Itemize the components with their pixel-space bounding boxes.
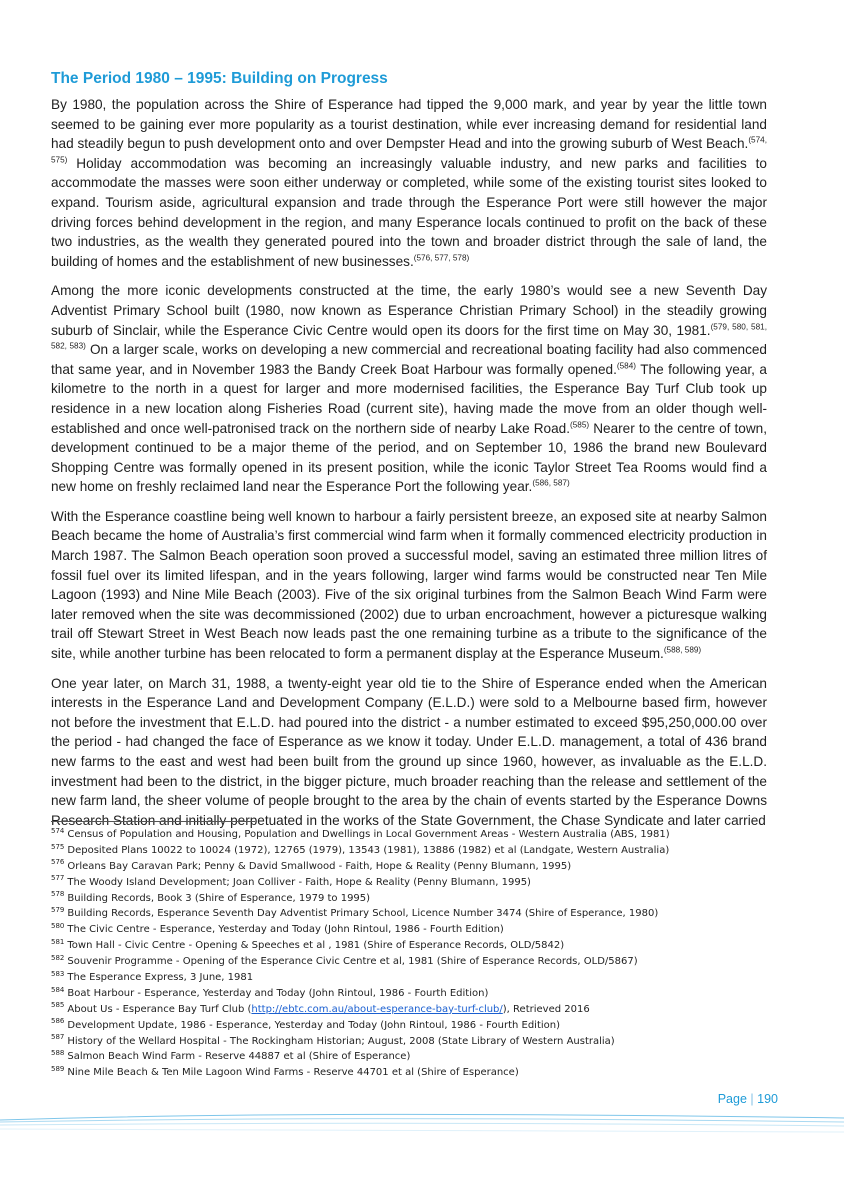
- footnote-reference: (586, 587): [532, 478, 570, 488]
- footnote-item: [51, 859, 771, 875]
- footnote-reference: (585): [570, 419, 590, 429]
- footnote-text: Town Hall - Civic Centre - Opening & Speeches et al , 1981 (Shire of Esperance Records, OLD/5842): [67, 940, 565, 952]
- footnote-item: [51, 875, 771, 891]
- footnote-reference: (574, 575): [51, 135, 767, 165]
- footnote-text: History of the Wellard Hospital - The Rockingham Historian; August, 2008 (State Library of Western Australia): [67, 1035, 615, 1047]
- footnote-number: 588: [51, 1049, 65, 1058]
- footnote-text: Development Update, 1986 - Esperance, Yesterday and Today (John Rintoul, 1986 - Fourth Edition): [67, 1019, 561, 1031]
- footnote-text: Orleans Bay Caravan Park; Penny & David Smallwood - Faith, Hope & Reality (Penny Blumann, 1995): [67, 860, 572, 872]
- footnote-text-suffix: ), Retrieved 2016: [502, 1003, 590, 1015]
- footnote-number: 583: [51, 970, 65, 978]
- footnote-item: [51, 906, 771, 922]
- footnote-number: 579: [51, 906, 65, 915]
- paragraph-text: The following year, a kilometre to the north in a quest for larger and more modernised facilities, the Esperance Bay Turf Club took up residence in a new location along Fisheries Road (current site), having made the move from an older though well-established and once well-patronised track on the northern side of nearby Lake Road.: [51, 361, 767, 436]
- footnote-number: 576: [51, 858, 65, 867]
- footnote-number: 581: [51, 938, 65, 946]
- footnote-number: 589: [51, 1065, 65, 1074]
- footnote-number: 584: [51, 985, 65, 994]
- footnote-number: 582: [51, 954, 65, 962]
- footnote-text: The Woody Island Development; Joan Colliver - Faith, Hope & Reality (Penny Blumann, 1995): [67, 876, 531, 888]
- footnote-list: [51, 827, 771, 1081]
- footnote-reference: (588, 589): [663, 645, 702, 655]
- footnote-text: Census of Population and Housing, Population and Dwellings in Local Government Areas - Western Australia (ABS, 1981): [67, 829, 670, 840]
- footnote-number: 585: [51, 1001, 65, 1010]
- footnote-item: [51, 1002, 771, 1018]
- paragraph-text: One year later, on March 31, 1988, a twenty-eight year old tie to the Shire of Esperance ended when the American interests in the Esperance Land and Development Company (E.L.D.) were sold to a Melbourne based firm, however not before the investment that E.L.D. had poured into the district - a number estimated to exceed $95,250,000.00 over the period - had changed the face of Esperance as we know it today. Under E.L.D. management, a total of 436 brand new farms to the east and west had been built from the ground up since 1960, however, as invaluable as the E.L.D. investment had been to the district, in the bigger picture, much broader reaching than the release and settlement of the new farm land, the sheer volume of people brought to the area by the chain of events started by the Esperance Downs Research Station and initially perpetuated in the works of the State Government, the Chase Syndicate and later carried: [51, 675, 767, 828]
- footnote-reference: (576, 577, 578): [413, 253, 470, 263]
- footnote-item: [51, 827, 771, 843]
- footnote-text: Boat Harbour - Esperance, Yesterday and Today (John Rintoul, 1986 - Fourth Edition): [67, 987, 489, 999]
- paragraph-text: Among the more iconic developments constructed at the time, the early 1980’s would see a new Seventh Day Adventist Primary School built (1980, now known as Esperance Christian Primary School) in the steadily growing suburb of Sinclair, while the Esperance Civic Centre would open its doors for the first time on May 30, 1981.: [51, 283, 767, 338]
- footnote-number: 574: [51, 827, 65, 835]
- footnote-reference: (584): [616, 361, 636, 371]
- footnote-text: Building Records, Esperance Seventh Day Adventist Primary School, Licence Number 3474 (Shire of Esperance, 1980): [67, 908, 659, 920]
- footnote-item: [51, 891, 771, 907]
- footnote-text: Souvenir Programme - Opening of the Esperance Civic Centre et al, 1981 (Shire of Esperance Records, OLD/5867): [67, 956, 638, 968]
- footnote-reference: (579, 580, 581, 582, 583): [51, 322, 767, 351]
- footnote-number: 586: [51, 1017, 65, 1026]
- footnote-number: 575: [51, 842, 65, 851]
- footnote-item: [51, 1049, 771, 1065]
- body-paragraph: [51, 674, 767, 831]
- footnote-text: Salmon Beach Wind Farm - Reserve 44887 et al (Shire of Esperance): [67, 1051, 411, 1063]
- footnote-item: [51, 970, 771, 986]
- body-text: [51, 95, 767, 830]
- page-label: Page: [717, 1092, 747, 1106]
- footnote-item: [51, 986, 771, 1002]
- footnote-link[interactable]: http://ebtc.com.au/about-esperance-bay-turf-club/: [251, 1003, 503, 1015]
- footnote-divider: [51, 821, 255, 822]
- footnote-text: The Civic Centre - Esperance, Yesterday and Today (John Rintoul, 1986 - Fourth Edition): [67, 924, 504, 936]
- page-number: [718, 1092, 778, 1106]
- footnote-item: [51, 954, 771, 970]
- body-paragraph: [51, 281, 767, 497]
- footer-wave-decoration: [0, 1108, 844, 1138]
- paragraph-text: With the Esperance coastline being well known to harbour a fairly persistent breeze, an exposed site at nearby Salmon Beach became the home of Australia’s first commercial wind farm when it formally commenced electricity production in March 1987. The Salmon Beach operation soon proved a successful model, saving an estimated three million litres of fossil fuel over its limited lifespan, and in the years following, larger wind farms would be constructed near Ten Mile Lagoon (1993) and Nine Mile Beach (2003). Five of the six original turbines from the Salmon Beach Wind Farm were later removed when the site was decommissioned (2002) due to urban encroachment, however a picturesque walking trail off Stewart Street in West Beach now leads past the one remaining turbine as a tribute to the significance of the site, while another turbine has been relocated to form a permanent display at the Esperance Museum.: [51, 508, 767, 662]
- footnote-item: [51, 1034, 771, 1050]
- footnote-number: 577: [51, 874, 65, 883]
- footnote-number: 580: [51, 922, 65, 931]
- page-number-value: 190: [757, 1092, 778, 1106]
- footnote-item: [51, 938, 771, 954]
- body-paragraph: [51, 507, 767, 664]
- footnote-item: [51, 1065, 771, 1081]
- footnote-number: 587: [51, 1033, 65, 1042]
- section-heading: The Period 1980 – 1995: Building on Progress: [51, 70, 388, 87]
- page-separator: |: [750, 1092, 754, 1106]
- footnote-text: Building Records, Book 3 (Shire of Esperance, 1979 to 1995): [67, 892, 371, 904]
- paragraph-text: Nearer to the centre of town, development continued to be a major theme of the period, and on September 10, 1986 the brand new Boulevard Shopping Centre was formally opened in its present position, while the iconic Taylor Street Tea Rooms would find a new home on freshly reclaimed land near the Esperance Port the following year.: [51, 420, 767, 495]
- body-paragraph: [51, 95, 767, 271]
- paragraph-text: Holiday accommodation was becoming an increasingly valuable industry, and new parks and facilities to accommodate the masses were soon either underway or completed, while some of the existing tourist sites looked to expand. Tourism aside, agricultural expansion and trade through the Esperance Port were still however the major driving forces behind development in the region, and many Esperance locals continued to profit on the back of these two industries, as the wealth they generated poured into the town and broader district through the sale of land, the building of homes and the establishment of new businesses.: [51, 155, 767, 269]
- footnote-item: [51, 922, 771, 938]
- footnote-text: The Esperance Express, 3 June, 1981: [67, 972, 254, 984]
- footnote-text: About Us - Esperance Bay Turf Club (: [67, 1003, 252, 1015]
- footnote-item: [51, 843, 771, 859]
- footnote-number: 578: [51, 890, 65, 899]
- paragraph-text: By 1980, the population across the Shire of Esperance had tipped the 9,000 mark, and year by year the little town seemed to be gaining ever more popularity as a tourist destination, while ever increasing demand for residential land had steadily begun to push development onto and over Dempster Head and into the growing suburb of West Beach.: [51, 97, 767, 152]
- footnote-text: Deposited Plans 10022 to 10024 (1972), 12765 (1979), 13543 (1981), 13886 (1982) et al (Landgate, Western Australia): [67, 844, 670, 856]
- footnote-text: Nine Mile Beach & Ten Mile Lagoon Wind Farms - Reserve 44701 et al (Shire of Esperance): [67, 1067, 519, 1079]
- paragraph-text: On a larger scale, works on developing a new commercial and recreational boating facility had also commenced that same year, and in November 1983 the Bandy Creek Boat Harbour was formally opened.: [51, 342, 767, 377]
- footnote-item: [51, 1018, 771, 1034]
